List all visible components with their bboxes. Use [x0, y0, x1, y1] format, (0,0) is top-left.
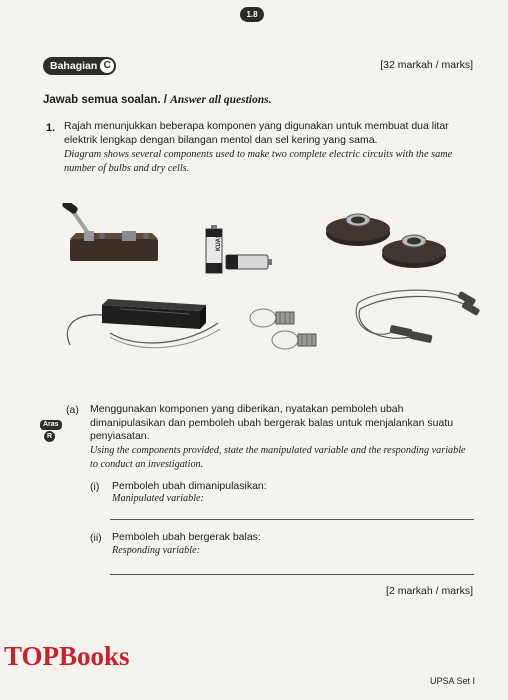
- section-label: Bahagian: [50, 60, 98, 72]
- sub-i-text-ms: Pemboleh ubah dimanipulasikan:: [112, 480, 267, 492]
- question-text-en: Diagram shows several components used to make two complete electric circuits with the same number of bulbs and dry cells.: [64, 149, 453, 174]
- logo-books-text: Books: [59, 641, 130, 671]
- section-letter: C: [100, 59, 114, 73]
- sub-i-text-en: Manipulated variable:: [112, 493, 204, 504]
- bulb-illustration: [245, 300, 335, 360]
- sub-ii-text-en: Responding variable:: [112, 545, 200, 556]
- connecting-wire-illustration: [350, 283, 480, 353]
- section-badge: [43, 57, 116, 75]
- aras-badge: Aras: [40, 420, 62, 430]
- instruction: [43, 94, 272, 106]
- instruction-en: Answer all questions.: [170, 94, 272, 106]
- battery-brand-label: KUASA: [216, 229, 222, 251]
- bulb-holder-illustration: [310, 203, 460, 283]
- aras-level-badge: R: [44, 431, 55, 442]
- sub-i-label: (i): [90, 481, 100, 493]
- sub-ii-text-ms: Pemboleh ubah bergerak balas:: [112, 531, 261, 543]
- page-number: 1.8: [240, 7, 264, 22]
- switch-illustration: [62, 203, 164, 273]
- dry-cell-illustration: [200, 223, 280, 279]
- part-a-marks: [2 markah / marks]: [386, 585, 473, 597]
- answer-line-i[interactable]: [110, 519, 474, 520]
- part-a-text-ms: Menggunakan komponen yang diberikan, nyatakan pemboleh ubah dimanipulasikan dan pemboleh ubah bergerak balas untuk menjalankan suatu penyiasatan.: [90, 403, 454, 442]
- total-marks: [32 markah / marks]: [380, 59, 473, 71]
- part-a-label: (a): [66, 404, 79, 416]
- answer-line-ii[interactable]: [110, 574, 474, 575]
- sub-ii-label: (ii): [90, 532, 102, 544]
- question-number: 1.: [46, 122, 56, 134]
- question-text-ms: Rajah menunjukkan beberapa komponen yang digunakan untuk membuat dua litar elektrik lengkap dengan bilangan mentol dan sel kering yang sama.: [64, 120, 449, 146]
- components-figure: [40, 195, 480, 360]
- part-a-text-en: Using the components provided, state the manipulated variable and the responding variable to conduct an investigation.: [90, 445, 466, 470]
- publisher-logo: [4, 641, 130, 672]
- logo-top-text: TOP: [4, 641, 60, 671]
- footer-label: UPSA Set I: [429, 676, 475, 686]
- instruction-ms: Jawab semua soalan. /: [43, 94, 171, 106]
- battery-holder-illustration: [50, 293, 230, 363]
